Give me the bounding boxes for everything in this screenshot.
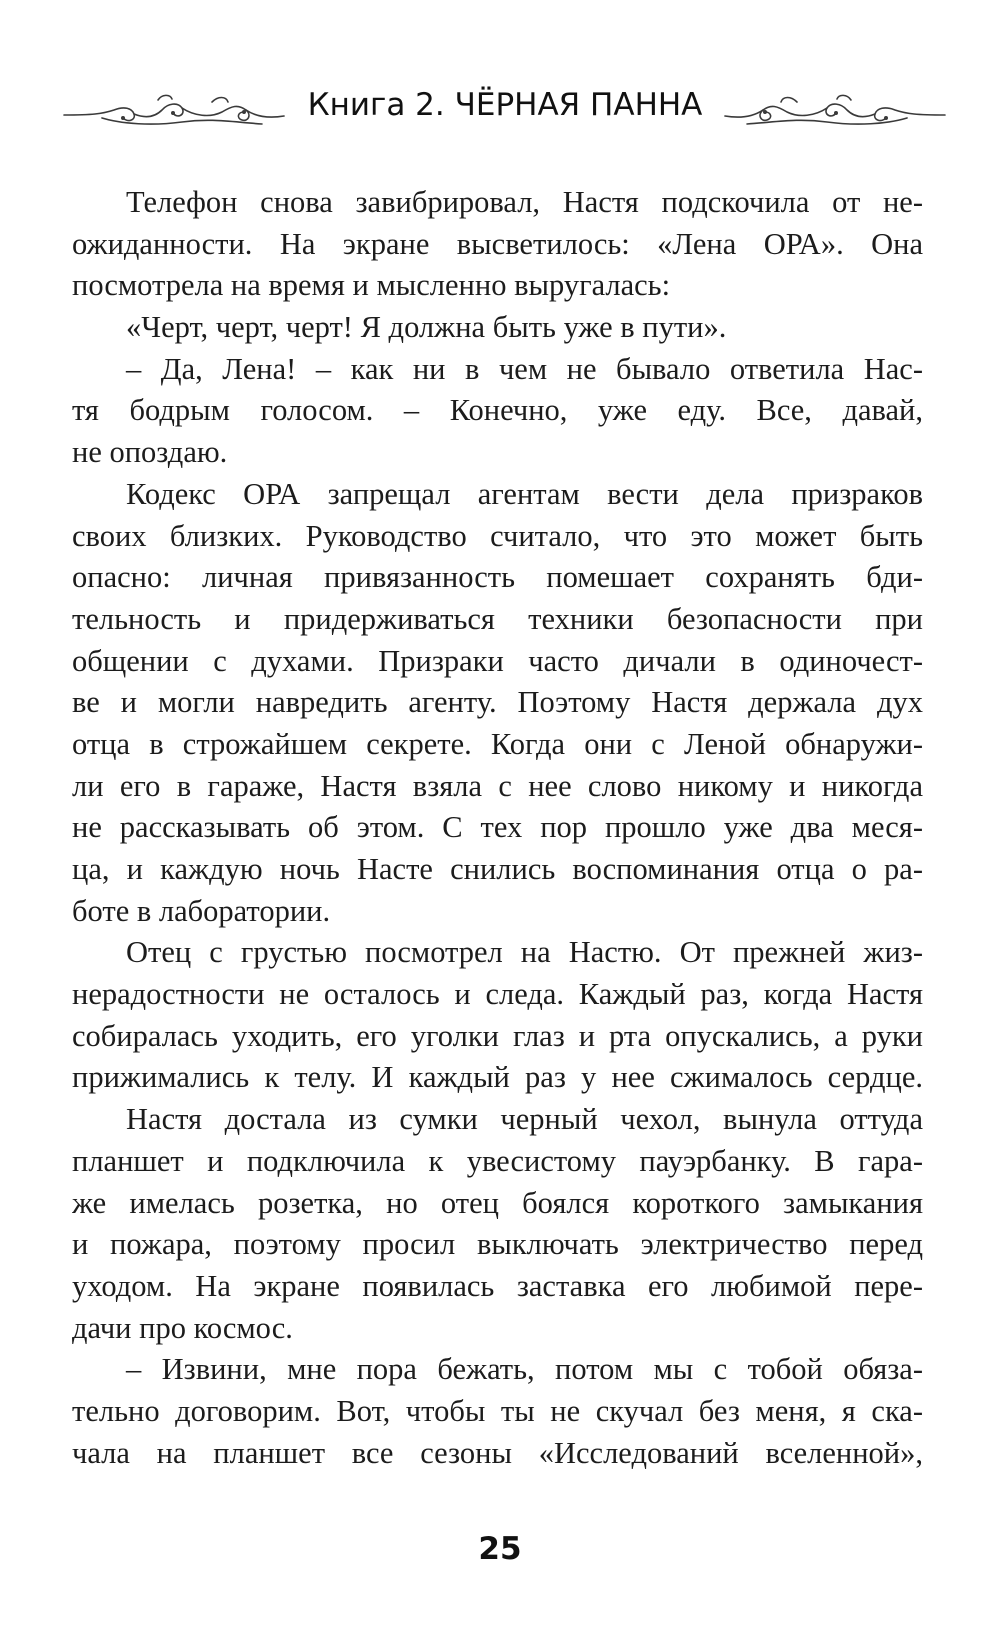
text-line: своих близких. Руководство считало, что это может быть bbox=[72, 518, 923, 553]
body-text bbox=[72, 182, 923, 1474]
running-header bbox=[0, 82, 1000, 138]
text-line: посмотрела на время и мысленно выругалась: bbox=[72, 268, 671, 303]
text-line: собиралась уходить, его уголки глаз и рта опускались, а руки bbox=[72, 1018, 923, 1053]
text-line: – Извини, мне пора бежать, потом мы с тобой обяза- bbox=[126, 1352, 923, 1387]
text-line: ве и могли навредить агенту. Поэтому Настя держала дух bbox=[72, 685, 923, 720]
text-line: чала на планшет все сезоны «Исследований вселенной», bbox=[72, 1435, 923, 1470]
text-line: общении с духами. Призраки часто дичали в одиночест- bbox=[72, 643, 923, 678]
text-line: тельно договорим. Вот, чтобы ты не скучал без меня, я ска- bbox=[72, 1393, 923, 1428]
text-line: уходом. На экране появилась заставка его любимой пере- bbox=[72, 1268, 923, 1303]
text-line: же имелась розетка, но отец боялся короткого замыкания bbox=[72, 1185, 923, 1220]
text-line: ца, и каждую ночь Насте снились воспоминания отца о ра- bbox=[72, 852, 923, 886]
text-line: планшет и подключила к увесистому пауэрбанку. В гара- bbox=[72, 1143, 923, 1178]
page-number: 25 bbox=[478, 1531, 522, 1567]
text-line: – Да, Лена! – как ни в чем не бывало ответила Нас- bbox=[126, 351, 923, 386]
text-line: Настя достала из сумки черный чехол, вынула оттуда bbox=[126, 1102, 923, 1137]
swirl-ornament-icon bbox=[722, 88, 947, 132]
text-line: отца в строжайшем секрете. Когда они с Леной обнаружи- bbox=[72, 726, 923, 761]
swirl-ornament-icon bbox=[62, 88, 287, 132]
text-line: тя бодрым голосом. – Конечно, уже еду. Все, давай, bbox=[72, 393, 923, 428]
text-line: Телефон снова завибрировал, Настя подскочила от не- bbox=[126, 185, 923, 219]
text-line: дачи про космос. bbox=[72, 1310, 293, 1345]
text-line: опасно: личная привязанность помешает сохранять бди- bbox=[72, 560, 923, 595]
text-line: Отец с грустью посмотрел на Настю. От прежней жиз- bbox=[126, 935, 923, 970]
text-line: ли его в гараже, Настя взяла с нее слово никому и никогда bbox=[72, 768, 923, 803]
text-line: нерадостности не осталось и следа. Каждый раз, когда Настя bbox=[72, 977, 923, 1012]
text-line: не опоздаю. bbox=[72, 435, 228, 470]
text-line: и пожара, поэтому просил выключать электричество перед bbox=[72, 1227, 923, 1262]
text-line: прижимались к телу. И каждый раз у нее сжималось сердце. bbox=[72, 1060, 923, 1095]
text-line: тельность и придерживаться техники безопасности при bbox=[72, 601, 923, 636]
text-line: «Черт, черт, черт! Я должна быть уже в пути». bbox=[126, 310, 727, 345]
header-title: Книга 2. ЧЁРНАЯ ПАННА bbox=[307, 87, 703, 123]
text-line: боте в лаборатории. bbox=[72, 893, 331, 928]
text-line: не рассказывать об этом. С тех пор прошло уже два меся- bbox=[72, 810, 923, 845]
text-line: ожиданности. На экране высветилось: «Лена ОРА». Она bbox=[72, 226, 923, 261]
text-line: Кодекс ОРА запрещал агентам вести дела призраков bbox=[126, 476, 923, 511]
